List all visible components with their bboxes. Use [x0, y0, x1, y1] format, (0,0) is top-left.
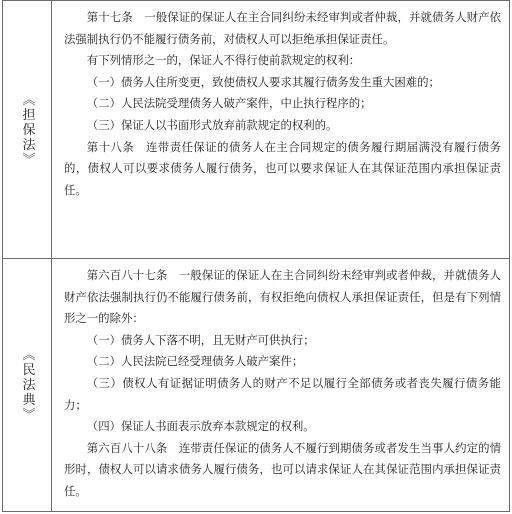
- article-18: 第十八条 连带责任保证的债务人在主合同规定的债务履行期届满没有履行债务的，债权人可以要求债务人履行债务，也可以要求保证人在其保证范围内承担保证责任。: [64, 139, 501, 197]
- article-17: 第十七条 一般保证的保证人在主合同纠纷未经审判或者仲裁，并就债务人财产依法强制执行仍不能履行债务前，对债权人可以拒绝承担保证责任。: [64, 10, 501, 46]
- article-688: 第六百八十八条 连带责任保证的债务人不履行到期债务或者发生当事人约定的情形时，债权人可以请求债务人履行债务，也可以请求保证人在其保证范围内承担保证责任。: [64, 440, 501, 498]
- list-item: （三）债权人有证据证明债务人的财产不足以履行全部债务或者丧失履行债务能力；: [64, 375, 501, 412]
- law-name-cell: [3, 259, 52, 511]
- list-item: （一）债务人下落不明，且无财产可供执行；: [86, 332, 315, 347]
- list-item: （二）人民法院受理债务人破产案件，中止执行程序的；: [86, 96, 372, 111]
- list-item: （四）保证人书面表示放弃本款规定的权利。: [86, 419, 315, 434]
- law-name: 《民法典》: [19, 347, 35, 423]
- list-item: （三）保证人以书面形式放弃前款规定的权利的。: [86, 117, 338, 132]
- law-comparison-table: [2, 0, 510, 512]
- article-687: 第六百八十七条 一般保证的保证人在主合同纠纷未经审判或者仲裁，并就债务人财产依法强制执行仍不能履行债务前，有权拒绝向债权人承担保证责任，但是有下列情形之一的除外：: [64, 268, 501, 326]
- table-row-civil-code: [3, 259, 509, 511]
- table-row-guarantee-law: [3, 1, 509, 259]
- law-name-cell: [3, 1, 52, 258]
- law-text-cell: [52, 1, 509, 258]
- law-text-cell: [52, 259, 509, 511]
- paragraph-text: 有下列情形之一的，保证人不得行使前款规定的权利：: [86, 53, 361, 68]
- law-name: 《担保法》: [19, 92, 35, 167]
- list-item: （一）债务人住所变更，致使债权人要求其履行债务发生重大困难的；: [86, 74, 440, 89]
- list-item: （二）人民法院已经受理债务人破产案件；: [86, 354, 304, 369]
